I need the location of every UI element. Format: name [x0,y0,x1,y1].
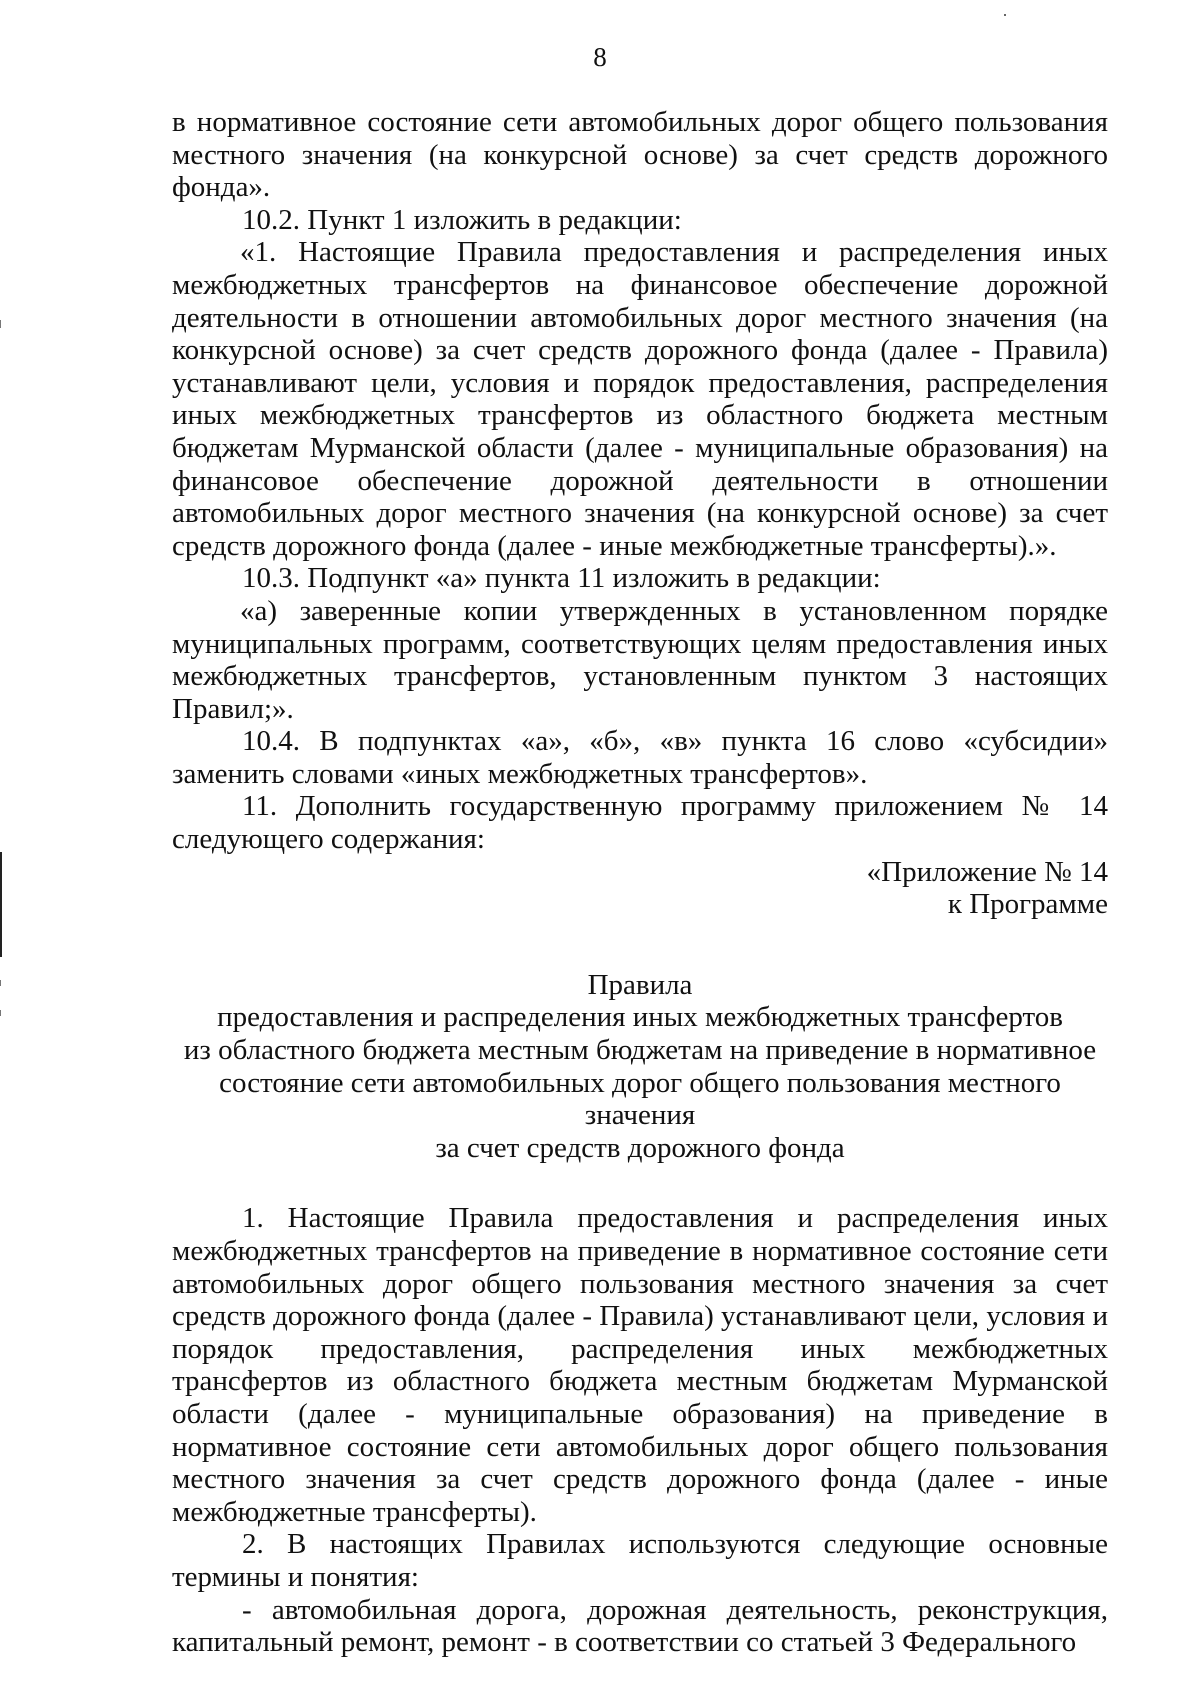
document-body [172,106,1108,1659]
scan-margin-line [0,852,2,957]
rules-subtitle-line: из областного бюджета местным бюджетам на приведение в нормативное [183,1034,1097,1067]
rules-subtitle-line: предоставления и распределения иных межбюджетных трансфертов [217,1001,1063,1034]
appendix-to-program: к Программе [947,888,1108,921]
paragraph-continuation: в нормативное состояние сети автомобильных дорог общего пользования местного значения (на конкурсной основе) за счет средств дорожного фонда». [172,106,1108,204]
paragraph-10-3: 10.3. Подпункт «а» пункта 11 изложить в редакции: [242,562,881,595]
scan-margin-mark [0,1010,1,1016]
paragraph-quoted-rules-1: «1. Настоящие Правила предоставления и распределения иных межбюджетных трансфертов на финансовое обеспечение дорожной деятельности в отношении автомобильных дорог местного значения (на конкурсной основе) за счет средств дорожного фонда (далее - Правила) устанавливают цели, условия и порядок предоставления, распределения иных межбюджетных трансфертов из областного бюджета местным бюджетам Мурманской области (далее - муниципальные образования) на финансовое обеспечение дорожной деятельности в отношении автомобильных дорог местного значения (на конкурсной основе) за счет средств дорожного фонда (далее - иные межбюджетные трансферты).». [172,236,1108,562]
paragraph-quoted-subpoint-a: «а) заверенные копии утвержденных в установленном порядке муниципальных программ, соответствующих целям предоставления иных межбюджетных трансфертов, установленным пунктом 3 настоящих Правил;». [172,594,1108,725]
appendix-number: «Приложение № 14 [866,855,1108,888]
rules-paragraph-2: 2. В настоящих Правилах используются следующие основные термины и понятия: [172,1528,1108,1593]
scan-margin-mark [0,320,1,328]
scan-speck [1004,14,1006,16]
rules-subtitle-line: за счет средств дорожного фонда [435,1131,845,1164]
rules-title-block [172,969,1108,1165]
rules-paragraph-terms: - автомобильная дорога, дорожная деятельность, реконструкция, капитальный ремонт, ремонт - в соответствии со статьей 3 Федерального [172,1593,1108,1659]
paragraph-10-2: 10.2. Пункт 1 изложить в редакции: [242,203,682,236]
rules-heading: Правила [587,968,693,1001]
rules-paragraph-1: 1. Настоящие Правила предоставления и распределения иных межбюджетных трансфертов на приведение в нормативное состояние сети автомобильных дорог общего пользования местного значения за счет средств дорожного фонда (далее - Правила) устанавливают цели, условия и порядок предоставления, распределения иных межбюджетных трансфертов из областного бюджета местным бюджетам Мурманской области (далее - муниципальные образования) на приведение в нормативное состояние сети автомобильных дорог общего пользования местного значения за счет средств дорожного фонда (далее - иные межбюджетные трансферты). [172,1202,1108,1528]
paragraph-10-4: 10.4. В подпунктах «а», «б», «в» пункта 16 слово «субсидии» заменить словами «иных межбюджетных трансфертов». [172,725,1108,790]
page-number: 8 [593,42,607,72]
rules-subtitle-line: состояние сети автомобильных дорог общего пользования местного значения [219,1066,1061,1132]
paragraph-11: 11. Дополнить государственную программу приложением № 14 следующего содержания: [172,790,1108,856]
appendix-label [172,856,1108,921]
scan-margin-mark [0,980,1,986]
